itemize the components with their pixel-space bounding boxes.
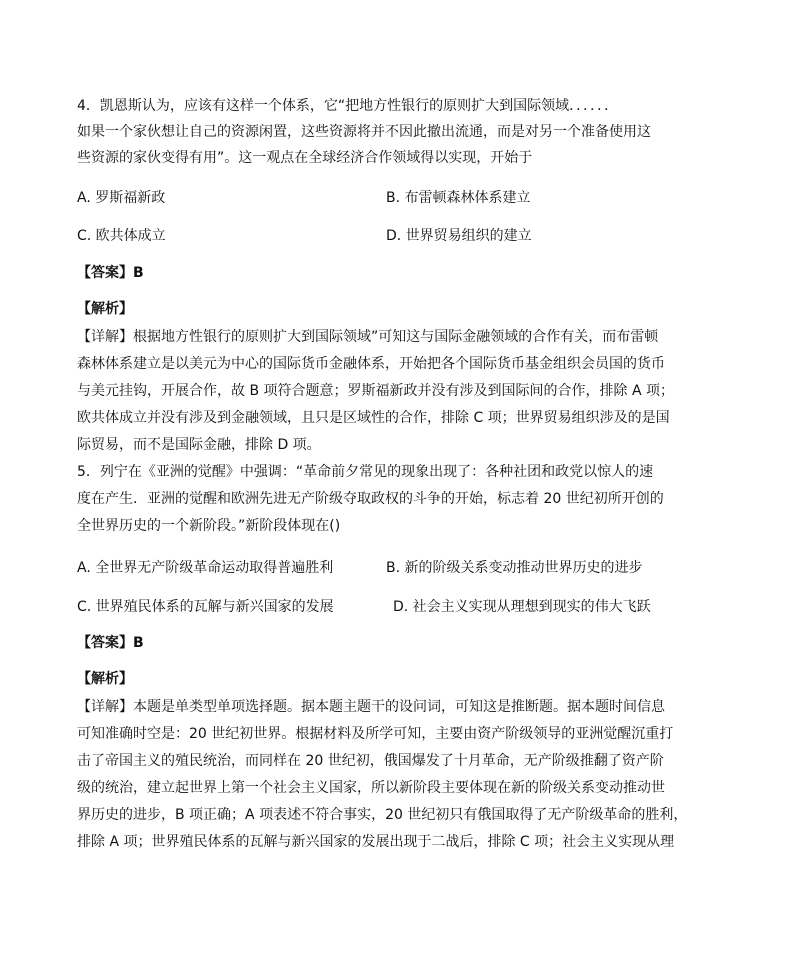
- q5-detail-line-4: 级的统治，建立起世界上第一个社会主义国家，所以新阶段主要体现在新的阶级关系变动推动世: [77, 780, 665, 796]
- q4-option-d: D. 世界贸易组织的建立: [386, 228, 532, 244]
- q5-detail-line-5: 界历史的进步，B 项正确；A 项表述不符合事实，20 世纪初只有俄国取得了无产阶级革命的胜利，: [77, 807, 688, 823]
- q4-detail-line-2: 森林体系建立是以美元为中心的国际货币金融体系，开始把各个国际货币基金组织会员国的货币: [77, 356, 665, 372]
- q4-option-a: A. 罗斯福新政: [77, 190, 166, 206]
- q5-option-c: C. 世界殖民体系的瓦解与新兴国家的发展: [77, 599, 334, 615]
- q4-detail-line-3: 与美元挂钩，开展合作，故 B 项符合题意；罗斯福新政并没有涉及到国际间的合作，排除 A 项；: [77, 383, 674, 399]
- q4-detail-line-5: 际贸易，而不是国际金融，排除 D 项。: [77, 437, 321, 453]
- q5-detail-line-2: 可知准确时空是：20 世纪初世界。根据材料及所学可知，主要由资产阶级领导的亚洲觉醒沉重打: [77, 726, 674, 742]
- q5-option-a: A. 全世界无产阶级革命运动取得普遍胜利: [77, 560, 334, 576]
- q4-stem-line-1: 4．凯恩斯认为，应该有这样一个体系，它“把地方性银行的原则扩大到国际领域．．．．．．: [77, 98, 619, 114]
- q5-detail-line-3: 击了帝国主义的殖民统治，而同样在 20 世纪初，俄国爆发了十月革命，无产阶级推翻了资产阶: [77, 753, 664, 769]
- q5-stem-line-3: 全世界历史的一个新阶段。”新阶段体现在(): [77, 518, 341, 534]
- q4-option-b: B. 布雷顿森林体系建立: [386, 190, 531, 206]
- q5-option-b: B. 新的阶级关系变动推动世界历史的进步: [386, 560, 643, 576]
- q5-detail-line-1: 【详解】本题是单类型单项选择题。据本题主题干的设问词，可知这是推断题。据本题时间信息: [77, 699, 665, 715]
- q4-option-c: C. 欧共体成立: [77, 228, 166, 244]
- q4-stem-line-2: 如果一个家伙想让自己的资源闲置，这些资源将并不因此撤出流通，而是对另一个准备使用这: [77, 124, 651, 140]
- q4-analysis-label: 【解析】: [77, 301, 133, 317]
- q5-detail-line-6: 排除 A 项；世界殖民体系的瓦解与新兴国家的发展出现于二战后，排除 C 项；社会主义实现从理: [77, 834, 675, 850]
- q5-stem-line-2: 度在产生．亚洲的觉醒和欧洲先进无产阶级夺取政权的斗争的开始，标志着 20 世纪初所开创的: [77, 491, 664, 507]
- q4-stem-line-3: 些资源的家伙变得有用”。这一观点在全球经济合作领域得以实现，开始于: [77, 150, 533, 166]
- q5-analysis-label: 【解析】: [77, 671, 133, 687]
- q4-detail-line-1: 【详解】根据地方性银行的原则扩大到国际领域”可知这与国际金融领域的合作有关，而布雷顿: [77, 329, 659, 345]
- q4-answer: 【答案】B: [77, 265, 144, 281]
- q5-stem-line-1: 5．列宁在《亚洲的觉醒》中强调：“革命前夕常见的现象出现了：各种社团和政党以惊人的速: [77, 464, 654, 480]
- q4-detail-line-4: 欧共体成立并没有涉及到金融领域，且只是区域性的合作，排除 C 项；世界贸易组织涉及的是国: [77, 410, 670, 426]
- q5-answer: 【答案】B: [77, 635, 144, 651]
- q5-option-d: D. 社会主义实现从理想到现实的伟大飞跃: [393, 599, 651, 615]
